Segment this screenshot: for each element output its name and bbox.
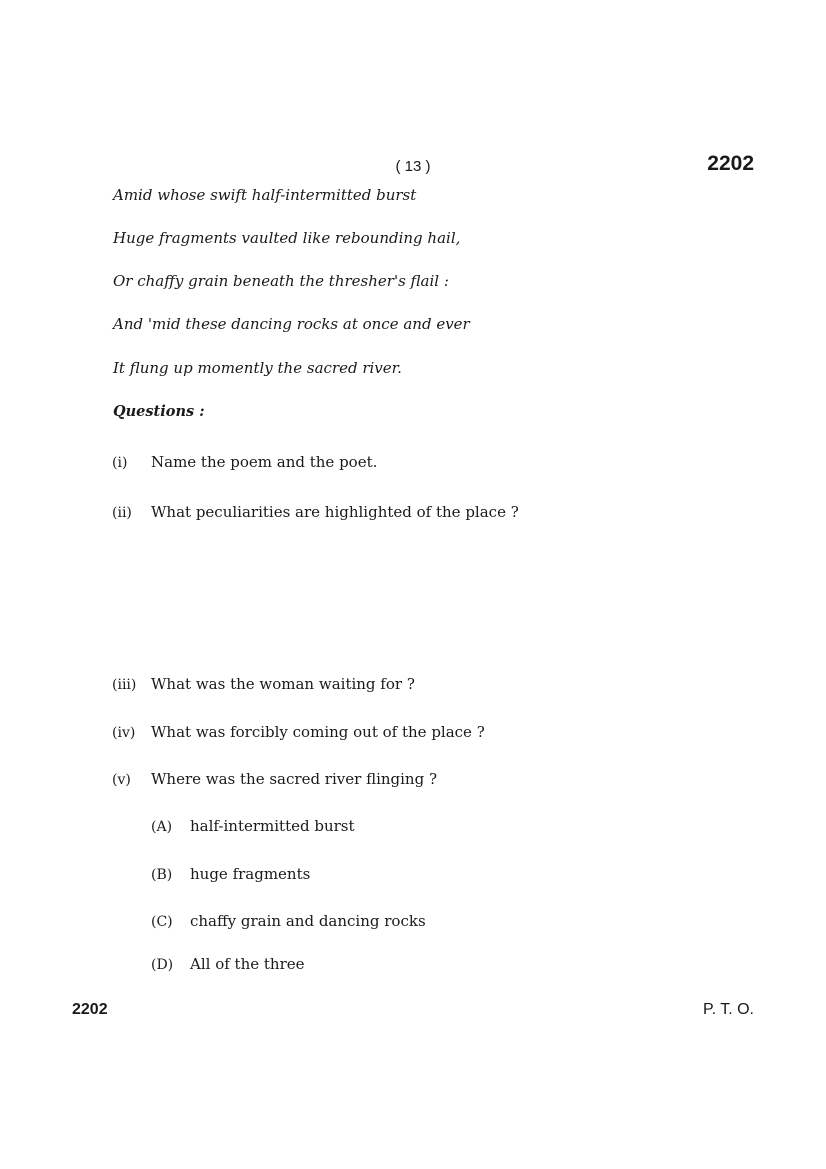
questions-heading: Questions : — [113, 403, 205, 420]
paper-code-header: 2202 — [707, 152, 754, 175]
option-text: huge fragments — [190, 865, 311, 883]
question-text: What was the woman waiting for ? — [151, 675, 415, 693]
question-number: (iv) — [112, 725, 136, 741]
question-number: (v) — [112, 772, 131, 788]
option-text: half-intermitted burst — [190, 817, 355, 835]
option-letter: (A) — [151, 819, 173, 835]
page-number: ( 13 ) — [395, 158, 431, 175]
question-text: What was forcibly coming out of the place ? — [151, 723, 485, 741]
question-text: What peculiarities are highlighted of the place ? — [151, 503, 519, 521]
poem-line: It flung up momently the sacred river. — [113, 359, 402, 377]
pto-label: P. T. O. — [703, 1001, 754, 1018]
question-number: (i) — [112, 455, 128, 471]
option-letter: (B) — [151, 867, 173, 883]
question-number: (iii) — [112, 677, 137, 693]
poem-line: Or chaffy grain beneath the thresher's flail : — [113, 272, 449, 290]
option-letter: (D) — [151, 957, 174, 973]
poem-line: Huge fragments vaulted like rebounding hail, — [113, 229, 461, 247]
question-text: Where was the sacred river flinging ? — [151, 770, 438, 788]
option-letter: (C) — [151, 914, 173, 930]
option-text: All of the three — [190, 955, 305, 973]
question-number: (ii) — [112, 505, 132, 521]
poem-line: Amid whose swift half-intermitted burst — [113, 186, 417, 204]
option-text: chaffy grain and dancing rocks — [190, 912, 426, 930]
question-text: Name the poem and the poet. — [151, 453, 378, 471]
paper-code-footer: 2202 — [72, 1001, 108, 1018]
poem-line: And 'mid these dancing rocks at once and ever — [113, 315, 470, 333]
